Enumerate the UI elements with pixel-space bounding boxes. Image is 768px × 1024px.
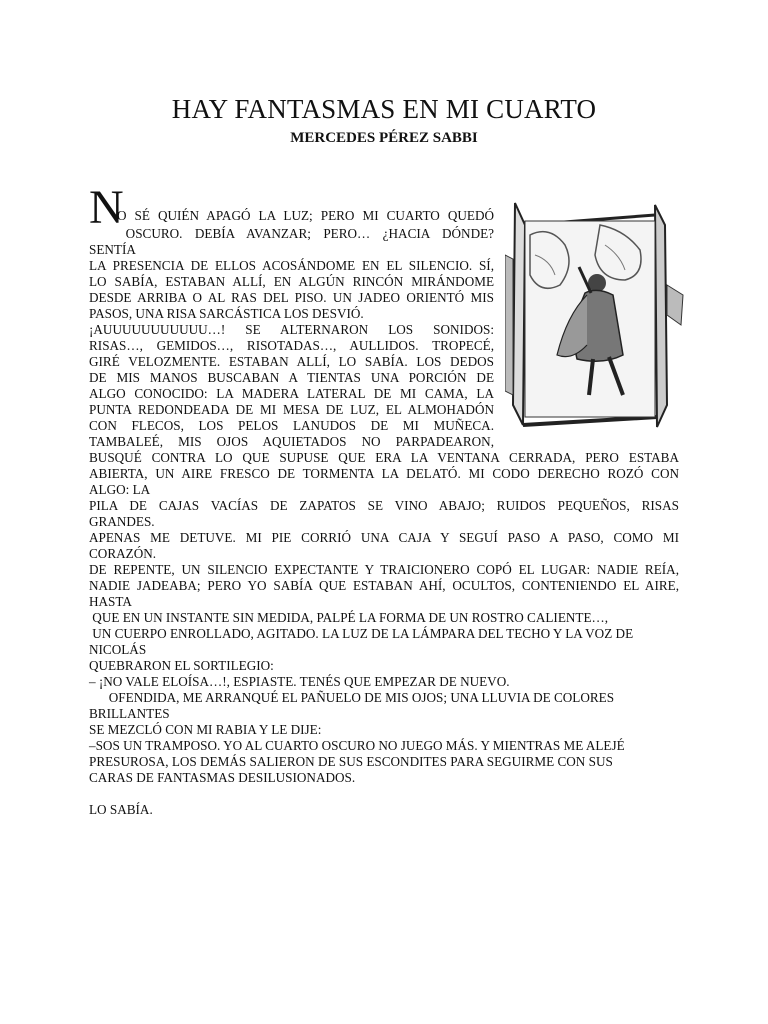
story-line: O SÉ QUIÉN APAGÓ LA LUZ; PERO MI CUARTO QUEDÓ [117,208,494,223]
story-line: LO SABÍA, ESTABAN ALLÍ, EN ALGÚN RINCÓN MIRÁNDOME [89,274,494,289]
page-title: HAY FANTASMAS EN MI CUARTO [171,94,597,124]
story-line: GIRÉ VELOZMENTE. ESTABAN ALLÍ, LO SABÍA. LOS DEDOS [89,354,494,369]
author-name: MERCEDES PÉREZ SABBI [290,130,478,146]
story-line: OSCURO. DEBÍA AVANZAR; PERO… ¿HACIA DÓNDE? SENTÍA [89,226,494,257]
story-text [89,181,679,818]
story-line: SE MEZCLÓ CON MI RABIA Y LE DIJE: [89,722,322,737]
story-line: CORAZÓN. [89,546,157,561]
story-line: CON FLECOS, LOS PELOS LANUDOS DE MI MUÑECA. [89,418,494,433]
story-line: DE MIS MANOS BUSCABAN A TIENTAS UNA PORCIÓN DE [89,370,494,385]
story-line: NICOLÁS [89,642,147,657]
story-line: TAMBALEÉ, MIS OJOS AQUIETADOS NO PARPADEARON, [89,434,494,449]
story-line: PILA DE CAJAS VACÍAS DE ZAPATOS SE VINO ABAJO; RUIDOS PEQUEÑOS, RISAS [89,498,679,513]
story-line: UN CUERPO ENROLLADO, AGITADO. LA LUZ DE LA LÁMPARA DEL TECHO Y LA VOZ DE [89,626,634,641]
story-line: QUEBRARON EL SORTILEGIO: [89,658,274,673]
story-line: – ¡NO VALE ELOÍSA…!, ESPIASTE. TENÉS QUE EMPEZAR DE NUEVO. [89,674,510,689]
story-line: BUSQUÉ CONTRA LO QUE SUPUSE QUE ERA LA VENTANA CERRADA, PERO ESTABA [89,450,679,465]
story-line: APENAS ME DETUVE. MI PIE CORRIÓ UNA CAJA Y SEGUÍ PASO A PASO, COMO MI [89,530,679,545]
story-line: QUE EN UN INSTANTE SIN MEDIDA, PALPÉ LA FORMA DE UN ROSTRO CALIENTE…, [89,610,608,625]
drop-cap: N [89,181,124,234]
story-line: PASOS, UNA RISA SARCÁSTICA LOS DESVIÓ. [89,306,364,321]
story-line: PRESUROSA, LOS DEMÁS SALIERON DE SUS ESCONDITES PARA SEGUIRME CON SUS [89,754,613,769]
story-line: LA PRESENCIA DE ELLOS ACOSÁNDOME EN EL SILENCIO. SÍ, [89,258,494,273]
story-line: ABIERTA, UN AIRE FRESCO DE TORMENTA LA DELATÓ. MI CODO DERECHO ROZÓ CON [89,466,679,481]
story-line: DE REPENTE, UN SILENCIO EXPECTANTE Y TRAICIONERO COPÓ EL LUGAR: NADIE REÍA, [89,562,679,577]
story-line: –SOS UN TRAMPOSO. YO AL CUARTO OSCURO NO JUEGO MÁS. Y MIENTRAS ME ALEJÉ [89,738,625,753]
story-closing: LO SABÍA. [89,802,153,817]
story-first-line [89,181,679,234]
story-line: HASTA [89,594,132,609]
story-line: OFENDIDA, ME ARRANQUÉ EL PAÑUELO DE MIS OJOS; UNA LLUVIA DE COLORES [89,690,615,705]
story-line: ALGO CONOCIDO: LA MADERA LATERAL DE MI CAMA, LA [89,386,494,401]
story-line: NADIE JADEABA; PERO YO SABÍA QUE ESTABAN AHÍ, OCULTOS, CONTENIENDO EL AIRE, [89,578,679,593]
story-line: CARAS DE FANTASMAS DESILUSIONADOS. [89,770,356,785]
story-line: BRILLANTES [89,706,170,721]
story-line: ALGO: LA [89,482,151,497]
story-line: PUNTA REDONDEADA DE MI MESA DE LUZ, EL ALMOHADÓN [89,402,494,417]
story-line: RISAS…, GEMIDOS…, RISOTADAS…, AULLIDOS. TROPECÉ, [89,338,494,353]
story-line: DESDE ARRIBA O AL RAS DEL PISO. UN JADEO ORIENTÓ MIS [89,290,494,305]
story-line: GRANDES. [89,514,155,529]
story-line: ¡AUUUUUUUUUUU…! SE ALTERNARON LOS SONIDOS: [89,322,494,337]
